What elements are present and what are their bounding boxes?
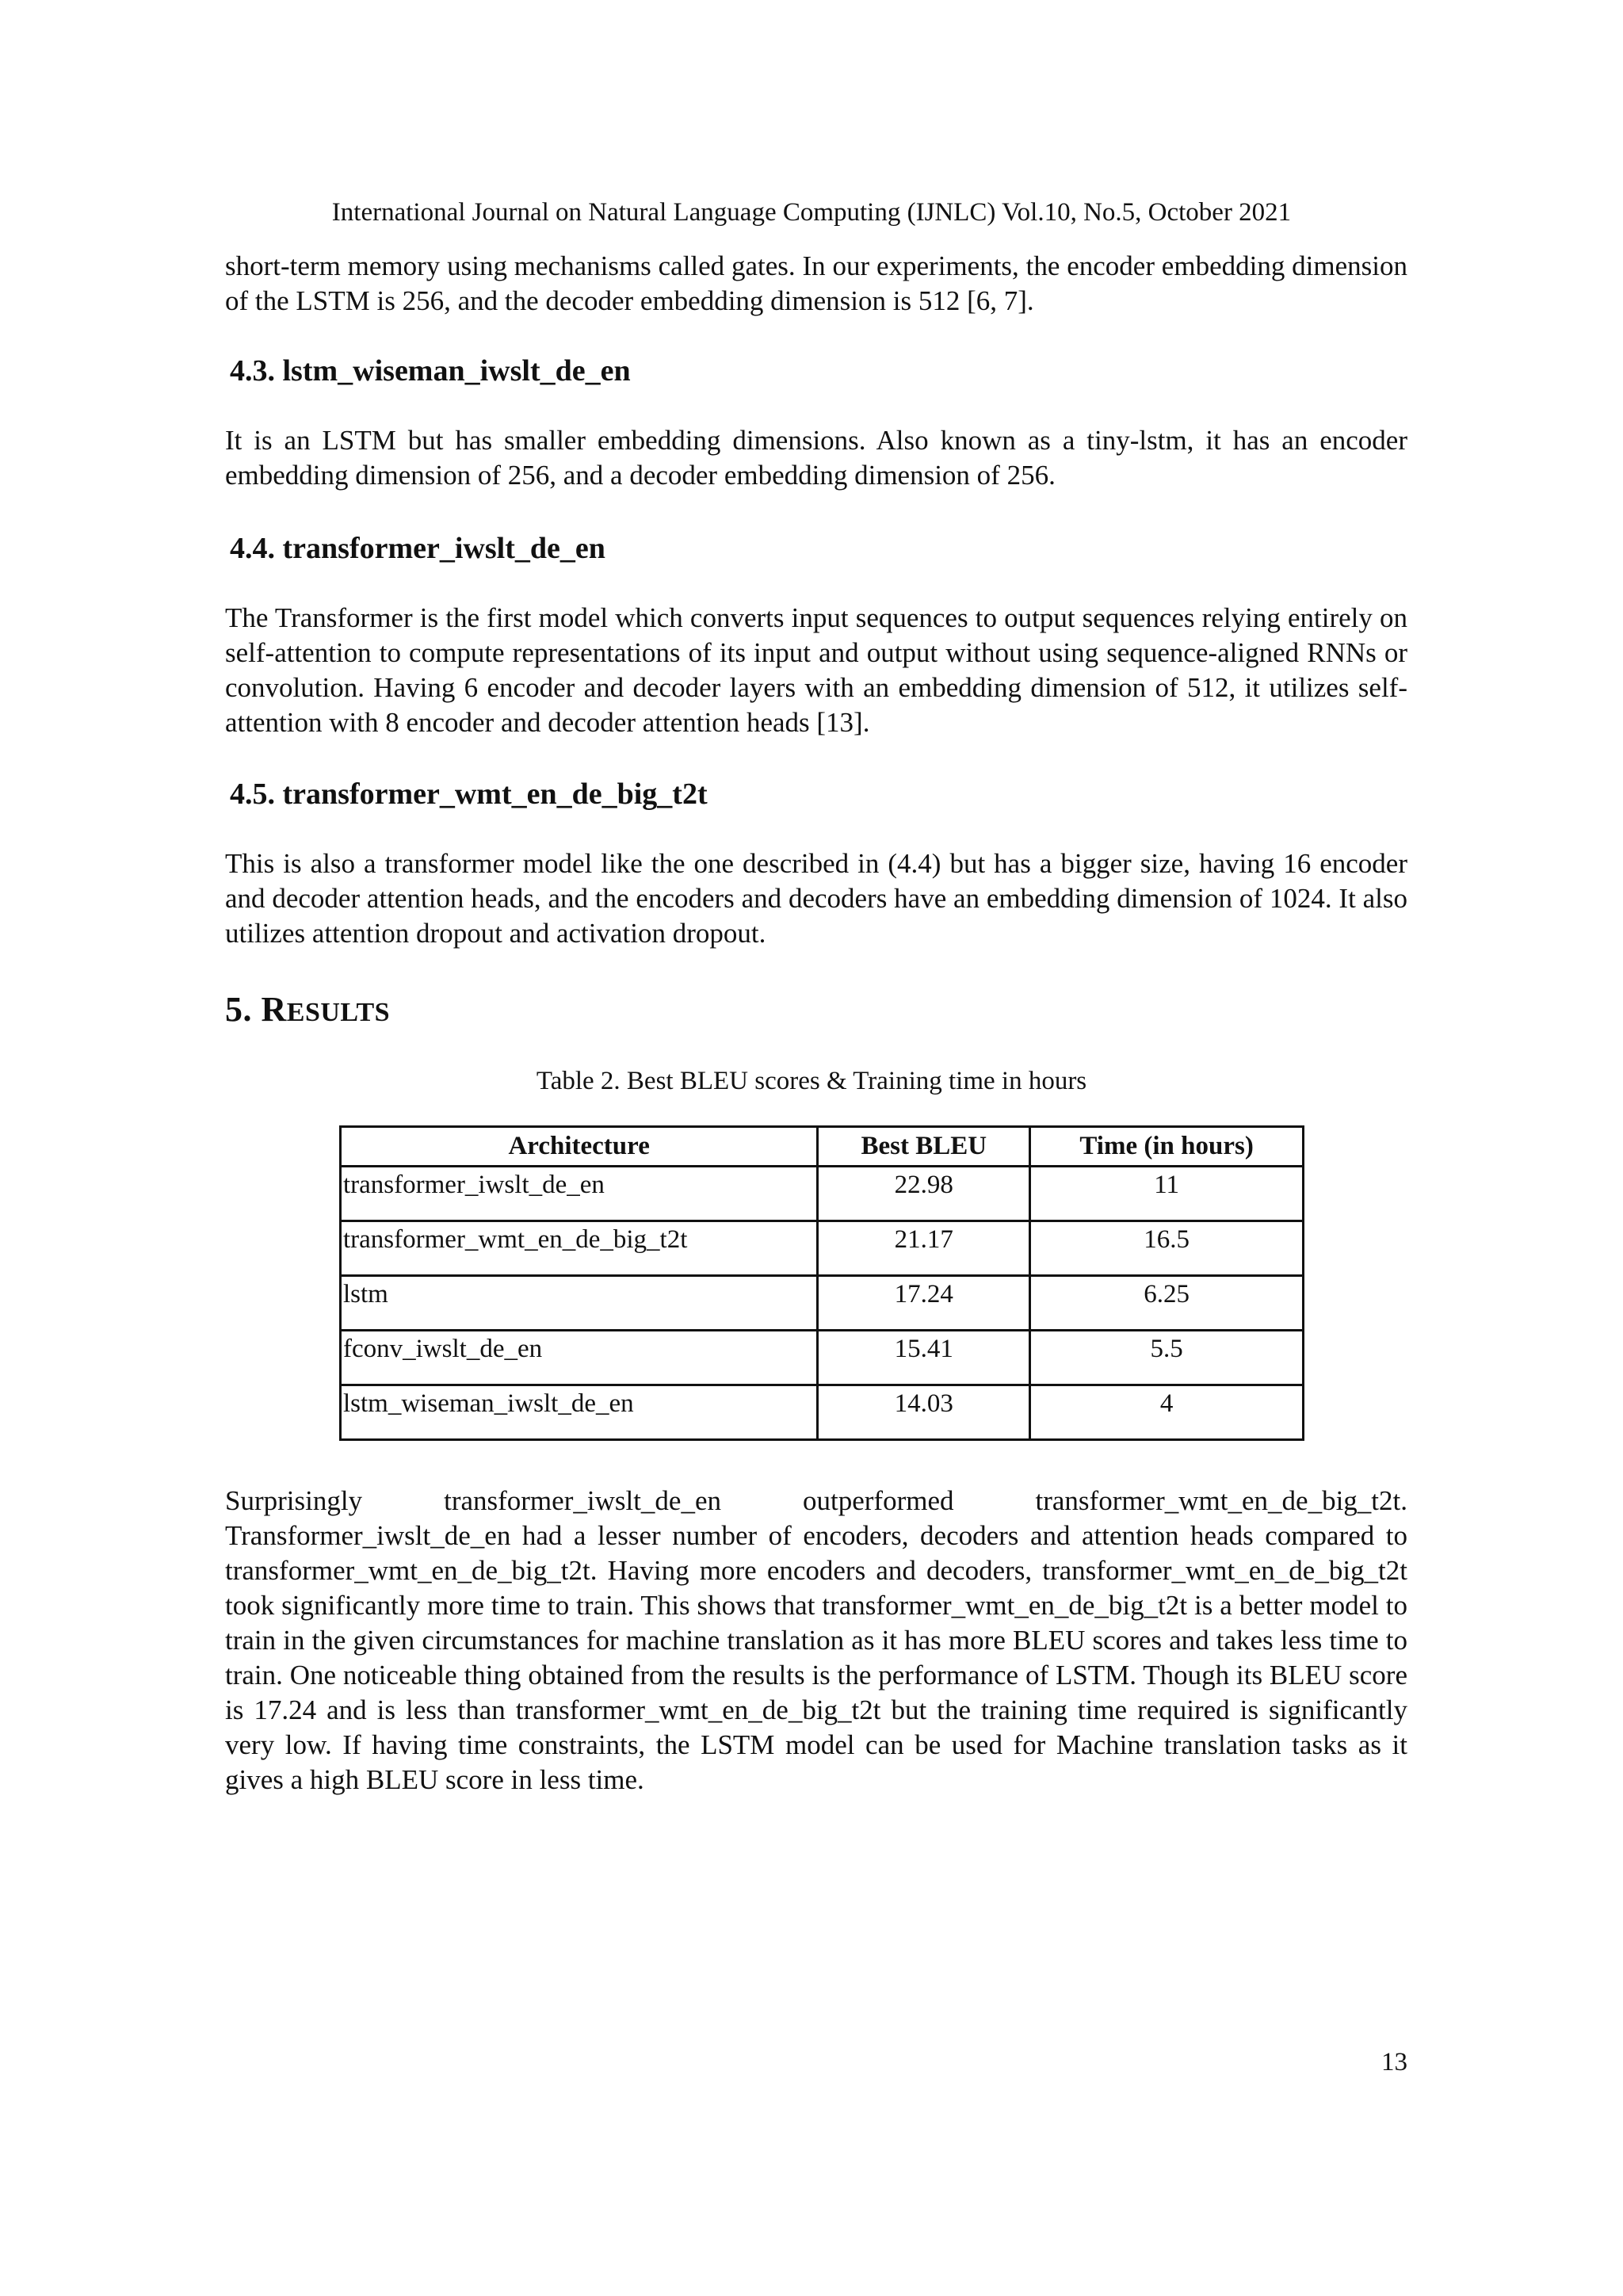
cell-architecture: lstm_wiseman_iwslt_de_en — [341, 1385, 818, 1440]
journal-header: International Journal on Natural Language Computing (IJNLC) Vol.10, No.5, October 2021 — [331, 198, 1292, 227]
cell-best-bleu: 22.98 — [818, 1167, 1030, 1221]
table-caption: Table 2. Best BLEU scores & Training time in hours — [536, 1067, 1087, 1095]
cell-time: 5.5 — [1030, 1331, 1304, 1385]
header-best-bleu: Best BLEU — [818, 1127, 1030, 1167]
results-heading-rest: ESULTS — [286, 998, 391, 1027]
cell-time: 11 — [1030, 1167, 1304, 1221]
table-row — [341, 1221, 1304, 1276]
section-4-4-text: The Transformer is the first model which converts input sequences to output sequences relying entirely on self-attention to compute representations of its input and output without using sequence-aligned RNNs or convolution. Having 6 encoder and decoder layers with an embedding dimension of 512, it utilizes self-attention with 8 encoder and decoder attention heads [13]. — [225, 602, 1407, 738]
section-heading-4-3: 4.3. lstm_wiseman_iwslt_de_en — [230, 354, 631, 388]
section-4-4-paragraph — [225, 601, 1407, 740]
header-architecture: Architecture — [341, 1127, 818, 1167]
table-row — [341, 1167, 1304, 1221]
results-heading-first-letter: R — [261, 990, 287, 1029]
intro-paragraph-text: short-term memory using mechanisms called gates. In our experiments, the encoder embedding dimension of the LSTM is 256, and the decoder embedding dimension is 512 [6, 7]. — [225, 250, 1407, 316]
header-time: Time (in hours) — [1030, 1127, 1304, 1167]
cell-architecture: lstm — [341, 1276, 818, 1331]
table-header-row — [341, 1127, 1304, 1167]
cell-best-bleu: 14.03 — [818, 1385, 1030, 1440]
section-4-3-paragraph — [225, 423, 1407, 493]
page-number: 13 — [1381, 2048, 1407, 2076]
table-row — [341, 1331, 1304, 1385]
results-table — [339, 1125, 1304, 1441]
results-paragraph — [225, 1484, 1407, 1797]
cell-best-bleu: 15.41 — [818, 1331, 1030, 1385]
section-4-5-text: This is also a transformer model like the one described in (4.4) but has a bigger size, having 16 encoder and decoder attention heads, and the encoders and decoders have an embedding dimension of 1024. It also utilizes attention dropout and activation dropout. — [225, 848, 1407, 949]
cell-architecture: transformer_wmt_en_de_big_t2t — [341, 1221, 818, 1276]
cell-best-bleu: 17.24 — [818, 1276, 1030, 1331]
results-heading-number: 5. — [225, 990, 252, 1029]
section-4-5-paragraph — [225, 846, 1407, 951]
cell-time: 16.5 — [1030, 1221, 1304, 1276]
table-row — [341, 1385, 1304, 1440]
cell-architecture: transformer_iwslt_de_en — [341, 1167, 818, 1221]
results-paragraph-text: Surprisingly transformer_iwslt_de_en outperformed transformer_wmt_en_de_big_t2t. Transformer_iwslt_de_en had a lesser number of encoders, decoders and attention heads compared to transformer_wmt_en_de_big_t2t. Having more encoders and decoders, transformer_wmt_en_de_big_t2t took significantly more time to train. This shows that transformer_wmt_en_de_big_t2t is a better model to train in the given circumstances for machine translation as it has more BLEU scores and takes less time to train. One noticeable thing obtained from the results is the performance of LSTM. Though its BLEU score is 17.24 and is less than transformer_wmt_en_de_big_t2t but the training time required is significantly very low. If having time constraints, the LSTM model can be used for Machine translation tasks as it gives a high BLEU score in less time. — [225, 1485, 1407, 1795]
cell-architecture: fconv_iwslt_de_en — [341, 1331, 818, 1385]
table-row — [341, 1276, 1304, 1331]
cell-time: 4 — [1030, 1385, 1304, 1440]
cell-time: 6.25 — [1030, 1276, 1304, 1331]
section-heading-4-5: 4.5. transformer_wmt_en_de_big_t2t — [230, 777, 708, 811]
section-heading-4-4: 4.4. transformer_iwslt_de_en — [230, 532, 605, 565]
section-4-3-text: It is an LSTM but has smaller embedding dimensions. Also known as a tiny-lstm, it has an encoder embedding dimension of 256, and a decoder embedding dimension of 256. — [225, 425, 1407, 491]
intro-paragraph — [225, 249, 1407, 319]
results-heading — [225, 989, 390, 1033]
cell-best-bleu: 21.17 — [818, 1221, 1030, 1276]
